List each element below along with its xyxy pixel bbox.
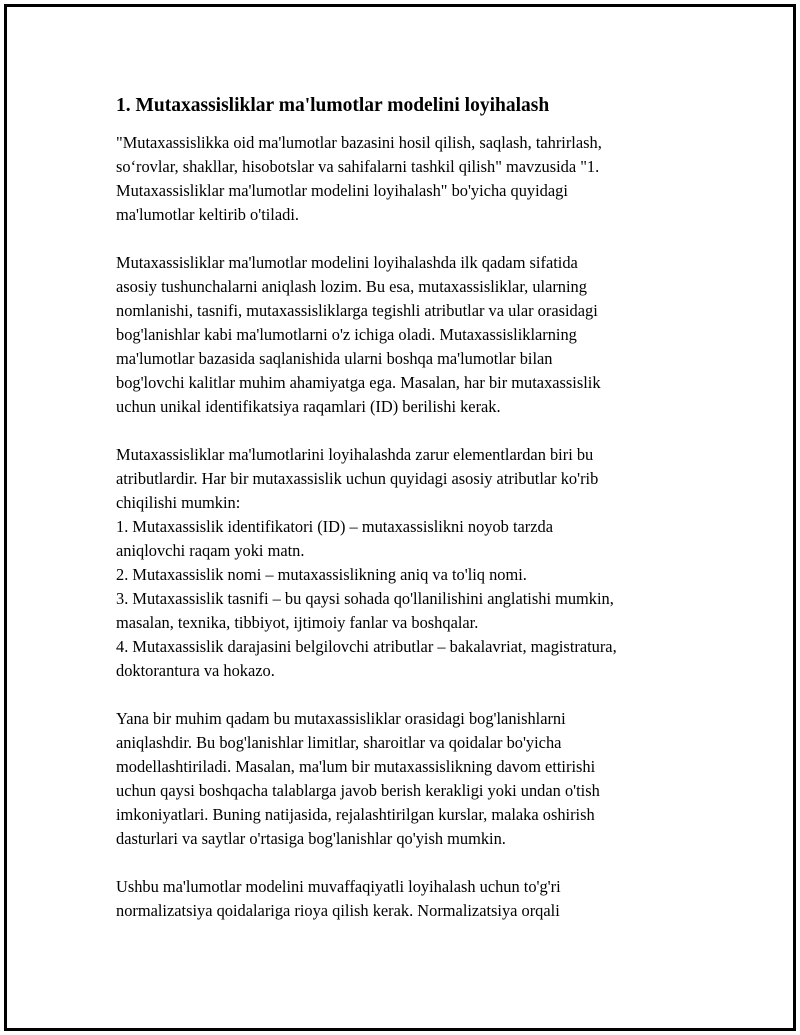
text-line: Yana bir muhim qadam bu mutaxassisliklar orasidagi bog'lanishlarni: [116, 709, 566, 728]
text-line: asosiy tushunchalarni aniqlash lozim. Bu esa, mutaxassisliklar, ularning: [116, 277, 587, 296]
paragraph-attributes: [116, 443, 686, 683]
text-line: dasturlari va saytlar o'rtasiga bog'lanishlar qo'yish mumkin.: [116, 829, 506, 848]
text-line: atributlardir. Har bir mutaxassislik uchun quyidagi asosiy atributlar ko'rib: [116, 469, 599, 488]
text-line: ma'lumotlar bazasida saqlanishida ularni boshqa ma'lumotlar bilan: [116, 349, 553, 368]
paragraph-normalization: [116, 875, 686, 923]
text-line: doktorantura va hokazo.: [116, 661, 275, 680]
text-line: modellashtiriladi. Masalan, ma'lum bir mutaxassislikning davom ettirishi: [116, 757, 596, 776]
list-item: 4. Mutaxassislik darajasini belgilovchi atributlar – bakalavriat, magistratura,: [116, 637, 617, 656]
text-line: aniqlashdir. Bu bog'lanishlar limitlar, sharoitlar va qoidalar bo'yicha: [116, 733, 562, 752]
text-line: masalan, texnika, tibbiyot, ijtimoiy fanlar va boshqalar.: [116, 613, 479, 632]
text-line: nomlanishi, tasnifi, mutaxassisliklarga tegishli atributlar va ular orasidagi: [116, 301, 598, 320]
section-title: 1. Mutaxassisliklar ma'lumotlar modelini loyihalash: [116, 95, 550, 116]
text-line: Mutaxassisliklar ma'lumotlar modelini loyihalashda ilk qadam sifatida: [116, 253, 578, 272]
list-item: 1. Mutaxassislik identifikatori (ID) – mutaxassislikni noyob tarzda: [116, 517, 554, 536]
paragraph-concepts: [116, 251, 686, 419]
text-line: Mutaxassisliklar ma'lumotlar modelini loyihalash" bo'yicha quyidagi: [116, 181, 568, 200]
text-line: uchun unikal identifikatsiya raqamlari (ID) berilishi kerak.: [116, 397, 501, 416]
document-body: [116, 94, 686, 947]
text-line: uchun qaysi boshqacha talablarga javob berish kerakligi yoki undan o'tish: [116, 781, 600, 800]
paragraph-relations: [116, 707, 686, 851]
text-line: "Mutaxassislikka oid ma'lumotlar bazasini hosil qilish, saqlash, tahrirlash,: [116, 133, 602, 152]
list-item: 3. Mutaxassislik tasnifi – bu qaysi sohada qo'llanilishini anglatishi mumkin,: [116, 589, 614, 608]
text-line: chiqilishi mumkin:: [116, 493, 241, 512]
text-line: Ushbu ma'lumotlar modelini muvaffaqiyatli loyihalash uchun to'g'ri: [116, 877, 561, 896]
text-line: bog'lovchi kalitlar muhim ahamiyatga ega. Masalan, har bir mutaxassislik: [116, 373, 601, 392]
text-line: aniqlovchi raqam yoki matn.: [116, 541, 305, 560]
text-line: bog'lanishlar kabi ma'lumotlarni o'z ichiga oladi. Mutaxassisliklarning: [116, 325, 577, 344]
list-item: 2. Mutaxassislik nomi – mutaxassislikning aniq va to'liq nomi.: [116, 565, 527, 584]
text-line: ma'lumotlar keltirib o'tiladi.: [116, 205, 299, 224]
text-line: normalizatsiya qoidalariga rioya qilish kerak. Normalizatsiya orqali: [116, 901, 560, 920]
paragraph-intro: [116, 131, 686, 227]
text-line: imkoniyatlari. Buning natijasida, rejalashtirilgan kurslar, malaka oshirish: [116, 805, 595, 824]
text-line: so‘rovlar, shakllar, hisobotslar va sahifalarni tashkil qilish" mavzusida "1.: [116, 157, 600, 176]
text-line: Mutaxassisliklar ma'lumotlarini loyihalashda zarur elementlardan biri bu: [116, 445, 594, 464]
